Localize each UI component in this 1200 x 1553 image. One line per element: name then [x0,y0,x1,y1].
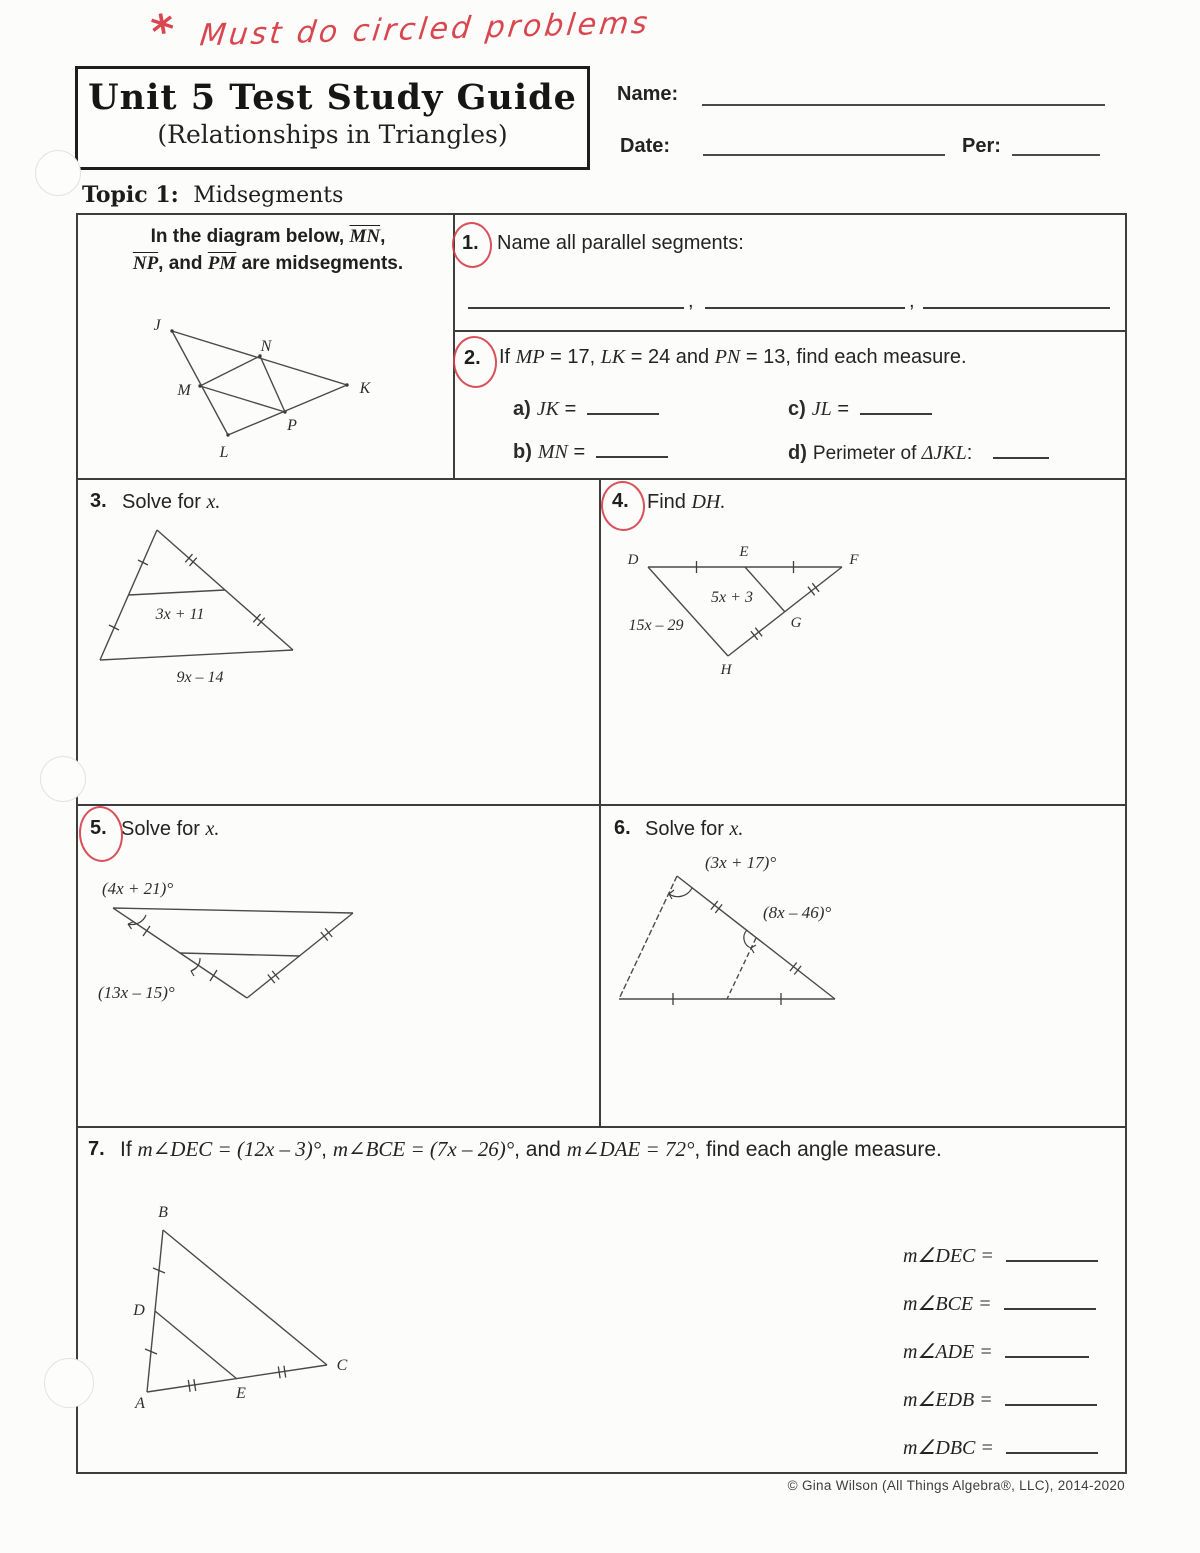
problem7-diagram [95,1192,395,1422]
segment-NP: $\overline{NP}$ [132,252,159,274]
problem1-diagram [85,303,455,478]
answer-label: m∠EDB = [903,1389,993,1411]
problem3-diagram [95,522,395,692]
base-measure: 9x – 14 [176,669,224,686]
angle-measure-bottom: (13x – 15)° [98,983,175,1002]
statement-math: m∠DEC = (12x – 3)° [137,1137,322,1161]
statement-text: = 17, [544,346,601,368]
per-field [1012,138,1100,156]
triangle-edges [648,567,842,656]
problem1-intro [88,224,448,277]
vertex-label-N: N [260,338,272,355]
vertex-label-G: G [790,615,802,631]
prompt-variable: x. [729,818,744,840]
answer-blank [1006,1245,1098,1262]
triangle-JKL-edges [172,331,347,435]
side-measure: 15x – 29 [628,617,684,634]
item-eq: = [567,441,586,463]
item-letter: b) [513,441,532,463]
blank-separator: , [909,290,915,312]
copyright-footer: © Gina Wilson (All Things Algebra®, LLC), 2014-2020 [787,1478,1125,1493]
topic-title: Midsegments [193,183,344,208]
item-letter: c) [788,398,806,420]
angle-arc-top [128,915,146,929]
vertex-label-A: A [135,1395,145,1412]
statement-text: , [321,1138,333,1161]
vertex-label-B: B [158,1204,168,1221]
problem5-prompt [121,818,219,841]
item-math: MN [537,441,568,463]
statement-text: , find each angle measure. [694,1138,942,1161]
problem7-statement [120,1137,1080,1162]
prompt-variable: DH. [691,491,726,513]
item-math: JL [811,398,832,420]
statement-text: = 13, find each measure. [740,346,967,368]
answer-blank [1004,1293,1096,1310]
item-letter: a) [513,398,531,420]
answer-row [903,1291,1096,1316]
prompt-variable: x. [206,491,221,513]
problem2-item-a [513,398,659,421]
answer-label: m∠BCE = [903,1293,992,1315]
statement-text: = 24 and [625,346,715,368]
statement-math: MP [515,346,545,368]
triangle-edges [100,530,293,660]
prompt-text: Find [647,491,692,513]
item-letter: d) [788,442,807,464]
problem6-diagram [605,844,885,1024]
triangle-edges [147,1230,327,1392]
angle-measure-top: (4x + 21)° [102,879,174,898]
vertex-label-E: E [739,544,749,560]
vertex-label-M: M [177,382,191,399]
date-field [703,138,945,156]
problem6-number: 6. [614,817,631,839]
item-math: ΔJKL [921,442,967,464]
vertex-label-K: K [359,380,371,397]
problem4-prompt [647,491,725,514]
answer-blank [1005,1389,1097,1406]
answer-blank [993,442,1049,459]
answer-label: m∠ADE = [903,1341,993,1363]
worksheet-subtitle: (Relationships in Triangles) [157,120,508,149]
answer-blank [587,398,659,415]
answer-blank [923,292,1110,309]
problem3-prompt [122,491,220,514]
prompt-text: Solve for [121,818,206,840]
hole-punch-top [35,150,81,196]
statement-text: If [499,346,516,368]
vertex-label-H: H [720,662,732,678]
answer-blank [860,398,932,415]
intro-text: In the diagram below, [150,226,350,247]
problem1-prompt: Name all parallel segments: [497,232,744,254]
vertex-label-D: D [627,552,639,568]
problem5-number: 5. [90,817,107,839]
problem3-number: 3. [90,490,107,512]
statement-math: LK [600,346,626,368]
problem4-number: 4. [612,490,629,512]
answer-blank [596,441,668,458]
date-label: Date: [620,135,671,157]
handwritten-star-icon: * [147,4,180,59]
triangle-edges [619,876,835,999]
statement-math: PN [714,346,741,368]
angle-measure-top: (3x + 17)° [705,853,777,872]
angle-arc-apex [669,888,692,899]
prompt-text: Solve for [645,818,730,840]
vertex-label-E: E [236,1385,246,1402]
topic-heading [82,182,343,208]
problem4-diagram [620,538,920,688]
answer-blank [1006,1437,1098,1454]
statement-math: m∠DAE = 72° [566,1137,695,1161]
vertex-dots [170,329,348,436]
statement-text: , and [514,1138,567,1161]
problem2-item-c [788,398,932,421]
prompt-text: Solve for [122,491,207,513]
handwritten-note: Must do circled problems [198,5,653,54]
name-label: Name: [617,83,679,105]
vertex-label-L: L [219,444,229,461]
answer-row [903,1243,1098,1268]
vertex-label-J: J [153,317,161,334]
intro-text: , and [158,252,208,274]
blank-separator: , [688,290,694,312]
item-eq: : [966,442,973,464]
topic-label: Topic 1: [82,182,179,208]
hole-punch-middle [40,756,86,802]
tick-marks [145,1268,286,1392]
name-field [702,86,1105,106]
problem7-number: 7. [88,1138,105,1160]
midsegment-measure: 5x + 3 [711,589,753,606]
item-eq: = [559,398,577,420]
angle-measure-mid: (8x – 46)° [763,903,832,922]
problem6-prompt [645,818,743,841]
worksheet-title: Unit 5 Test Study Guide [88,77,577,118]
segment-MN: $\overline{MN}$ [349,226,381,247]
statement-text: If [120,1138,138,1161]
prompt-variable: x. [205,818,220,840]
answer-label: m∠DEC = [903,1245,994,1267]
item-math: JK [536,398,560,420]
answer-row [903,1387,1097,1412]
vertex-label-F: F [849,552,859,568]
title-box [75,66,590,170]
answer-row [903,1435,1098,1460]
problem2-item-d [788,442,1049,465]
answer-blank [705,292,905,309]
per-label: Per: [962,135,1001,157]
intro-text: are midsegments. [236,252,404,274]
statement-math: m∠BCE = (7x – 26)° [332,1137,515,1161]
hole-punch-bottom [44,1358,94,1408]
segment-PM: $\overline{PM}$ [207,252,237,274]
vertex-label-P: P [287,417,297,434]
answer-label: m∠DBC = [903,1437,994,1459]
answer-row [903,1339,1089,1364]
vertex-label-D: D [133,1302,145,1319]
answer-blank [1005,1341,1089,1358]
item-eq: = [831,398,850,420]
vertex-label-C: C [336,1357,348,1374]
problem2-statement [499,346,1099,369]
problem1-number: 1. [462,232,479,254]
problem2-number: 2. [464,347,481,369]
answer-blank [468,292,684,309]
item-pre: Perimeter of [812,443,922,464]
intro-comma: , [380,226,386,247]
problem5-diagram [90,858,420,1038]
midsegment-measure: 3x + 11 [155,606,205,623]
problem2-item-b [513,441,668,464]
